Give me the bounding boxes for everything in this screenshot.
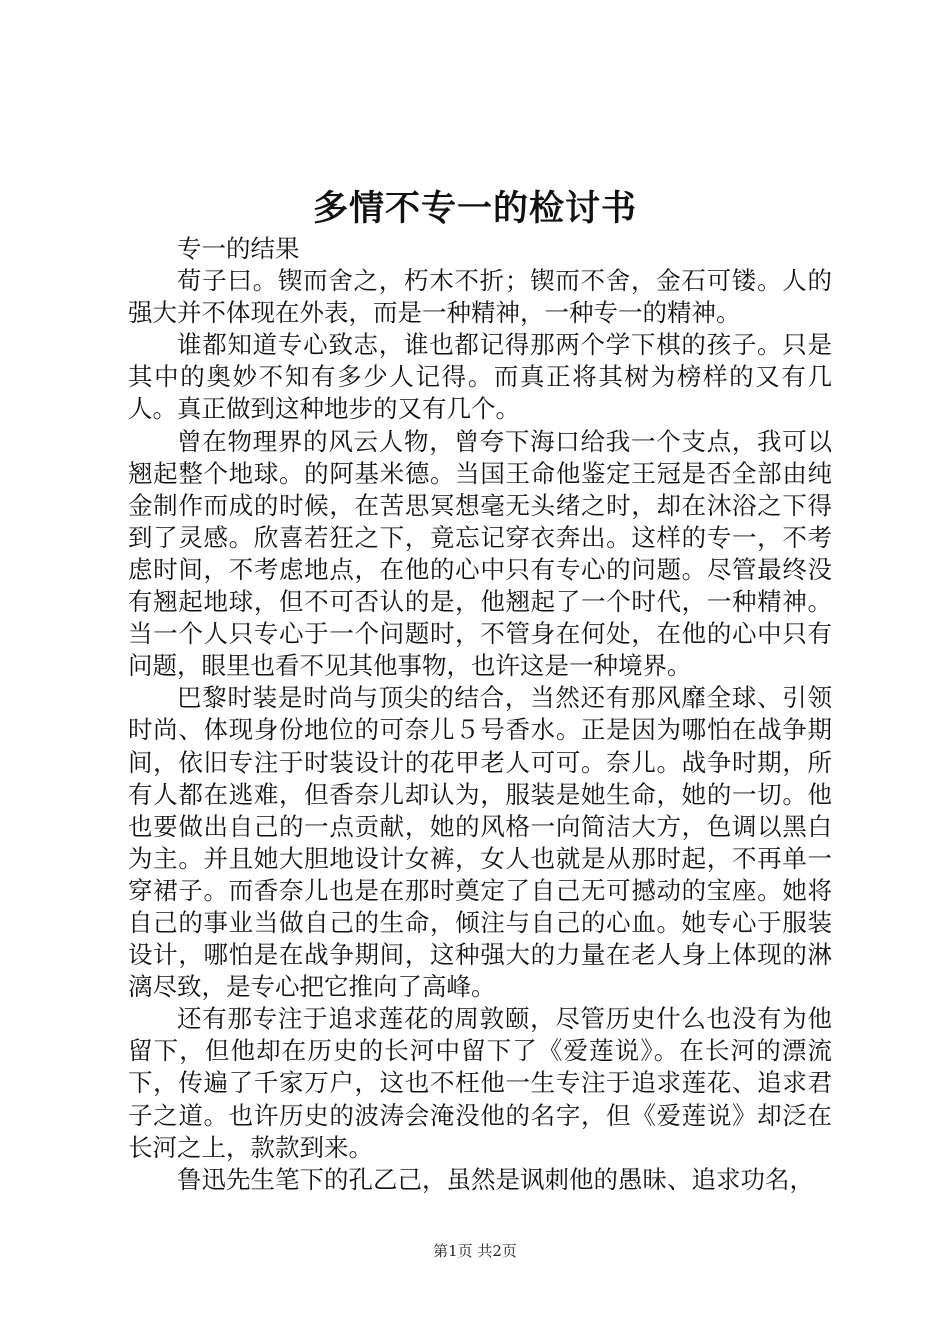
paragraph-focus: 谁都知道专心致志，谁也都记得那两个学下棋的孩子。只是其中的奥妙不知有多少人记得。而真正将其树为榜样的又有几人。真正做到这种地步的又有几个。 <box>128 330 832 424</box>
paragraph-chanel: 巴黎时装是时尚与顶尖的结合，当然还有那风靡全球、引领时尚、体现身份地位的可奈儿５号香水。正是因为哪怕在战争期间，依旧专注于时装设计的花甲老人可可。奈儿。战争时期，所有人都在逃难，但香奈儿却认为，服装是她生命，她的一切。他也要做出自己的一点贡献，她的风格一向简洁大方，色调以黑白为主。并且她大胆地设计女裤，女人也就是从那时起，不再单一穿裙子。而香奈儿也是在那时奠定了自己无可撼动的宝座。她将自己的事业当做自己的生命，倾注与自己的心血。她专心于服装设计，哪怕是在战争期间，这种强大的力量在老人身上体现的淋漓尽致，是专心把它推向了高峰。 <box>128 683 832 1002</box>
paragraph-kong-yiji: 鲁迅先生笔下的孔乙己，虽然是讽刺他的愚昧、追求功名， <box>177 1164 814 1194</box>
paragraph-xunzi: 荀子曰。锲而舍之，朽木不折；锲而不舍，金石可镂。人的强大并不体现在外表，而是一种精神，一种专一的精神。 <box>128 266 832 328</box>
document-title: 多情不专一的检讨书 <box>312 188 637 229</box>
document-body <box>128 233 832 1196</box>
section-heading: 专一的结果 <box>177 234 300 263</box>
page-footer: 第1页 共2页 <box>433 1242 517 1260</box>
paragraph-archimedes: 曾在物理界的风云人物，曾夸下海口给我一个支点，我可以翘起整个地球。的阿基米德。当国王命他鉴定王冠是否全部由纯金制作而成的时候，在苦思冥想毫无头绪之时，却在沐浴之下得到了灵感。欣喜若狂之下，竟忘记穿衣奔出。这样的专一，不考虑时间，不考虑地点，在他的心中只有专心的问题。尽管最终没有翘起地球，但不可否认的是，他翘起了一个时代，一种精神。当一个人只专心于一个问题时，不管身在何处，在他的心中只有问题，眼里也看不见其他事物，也许这是一种境界。 <box>128 426 832 681</box>
paragraph-zhou-dunyi: 还有那专注于追求莲花的周敦颐，尽管历史什么也没有为他留下，但他却在历史的长河中留下了《爱莲说》。在长河的漂流下，传遍了千家万户，这也不枉他一生专注于追求莲花、追求君子之道。也许历史的波涛会淹没他的名字，但《爱莲说》却泛在长河之上，款款到来。 <box>128 1004 832 1162</box>
